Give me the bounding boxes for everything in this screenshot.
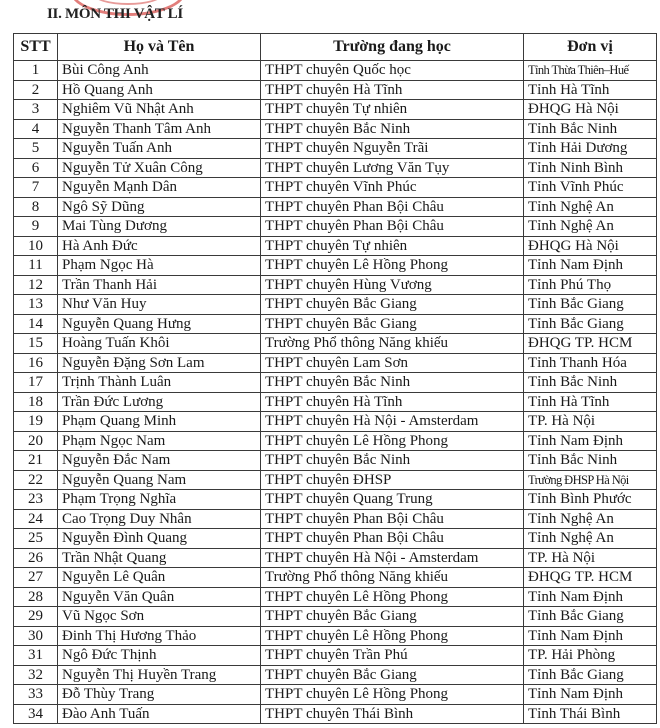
stt-cell: 16 — [14, 353, 58, 373]
table-row — [14, 353, 657, 373]
unit-cell: Tỉnh Nam Định — [524, 587, 657, 607]
name-cell: Phạm Ngọc Nam — [58, 431, 261, 451]
table-row — [14, 80, 657, 100]
stt-cell: 18 — [14, 392, 58, 412]
stt-cell: 30 — [14, 626, 58, 646]
table-row — [14, 197, 657, 217]
table-row — [14, 626, 657, 646]
name-cell: Ngô Đức Thịnh — [58, 646, 261, 666]
name-cell: Đinh Thị Hương Thảo — [58, 626, 261, 646]
school-cell: THPT chuyên Lê Hồng Phong — [261, 587, 524, 607]
unit-cell: Tỉnh Nghệ An — [524, 217, 657, 237]
stt-cell: 5 — [14, 139, 58, 159]
section-title: II. MÔN THI VẬT LÍ — [47, 6, 183, 22]
table-row — [14, 470, 657, 490]
table-row — [14, 529, 657, 549]
table-row — [14, 607, 657, 627]
header-name: Họ và Tên — [58, 34, 261, 61]
stt-cell: 8 — [14, 197, 58, 217]
name-cell: Như Văn Huy — [58, 295, 261, 315]
table-row — [14, 665, 657, 685]
unit-cell: ĐHQG TP. HCM — [524, 568, 657, 588]
unit-cell: ĐHQG Hà Nội — [524, 236, 657, 256]
school-cell: THPT chuyên Bắc Giang — [261, 295, 524, 315]
unit-cell: Tỉnh Bắc Giang — [524, 607, 657, 627]
unit-cell: Tỉnh Thanh Hóa — [524, 353, 657, 373]
school-cell: THPT chuyên Phan Bội Châu — [261, 529, 524, 549]
name-cell: Cao Trọng Duy Nhân — [58, 509, 261, 529]
school-cell: THPT chuyên Hà Tĩnh — [261, 80, 524, 100]
stt-cell: 21 — [14, 451, 58, 471]
school-cell: Trường Phổ thông Năng khiếu — [261, 334, 524, 354]
header-school: Trường đang học — [261, 34, 524, 61]
name-cell: Nguyễn Tuấn Anh — [58, 139, 261, 159]
school-cell: THPT chuyên Tự nhiên — [261, 100, 524, 120]
name-cell: Mai Tùng Dương — [58, 217, 261, 237]
table-header-row — [14, 34, 657, 61]
table-row — [14, 373, 657, 393]
table-row — [14, 568, 657, 588]
table-row — [14, 100, 657, 120]
table-row — [14, 685, 657, 705]
unit-cell: ĐHQG Hà Nội — [524, 100, 657, 120]
unit-cell: Tỉnh Ninh Bình — [524, 158, 657, 178]
school-cell: THPT chuyên Tự nhiên — [261, 236, 524, 256]
unit-cell: Tỉnh Nghệ An — [524, 197, 657, 217]
table-row — [14, 236, 657, 256]
unit-cell: ĐHQG TP. HCM — [524, 334, 657, 354]
name-cell: Nguyễn Quang Nam — [58, 470, 261, 490]
unit-cell: Tỉnh Bắc Giang — [524, 314, 657, 334]
unit-cell: Tỉnh Bình Phước — [524, 490, 657, 510]
school-cell: THPT chuyên Lê Hồng Phong — [261, 256, 524, 276]
stt-cell: 24 — [14, 509, 58, 529]
school-cell: THPT chuyên Lê Hồng Phong — [261, 431, 524, 451]
unit-cell: TP. Hà Nội — [524, 548, 657, 568]
school-cell: THPT chuyên Hùng Vương — [261, 275, 524, 295]
school-cell: THPT chuyên Lê Hồng Phong — [261, 685, 524, 705]
header-unit: Đơn vị — [524, 34, 657, 61]
table-row — [14, 451, 657, 471]
unit-cell: Tỉnh Bắc Ninh — [524, 373, 657, 393]
physics-roster-table — [13, 33, 657, 724]
name-cell: Nguyễn Quang Hưng — [58, 314, 261, 334]
unit-cell: Tỉnh Thái Bình — [524, 704, 657, 724]
stt-cell: 31 — [14, 646, 58, 666]
stt-cell: 6 — [14, 158, 58, 178]
school-cell: THPT chuyên Bắc Giang — [261, 314, 524, 334]
table-row — [14, 158, 657, 178]
name-cell: Hồ Quang Anh — [58, 80, 261, 100]
unit-cell: Trường ĐHSP Hà Nội — [524, 470, 657, 490]
school-cell: THPT chuyên Hà Nội - Amsterdam — [261, 412, 524, 432]
stt-cell: 12 — [14, 275, 58, 295]
unit-cell: Tỉnh Bắc Ninh — [524, 451, 657, 471]
stt-cell: 32 — [14, 665, 58, 685]
table-row — [14, 490, 657, 510]
unit-cell: Tỉnh Nghệ An — [524, 509, 657, 529]
school-cell: THPT chuyên Nguyễn Trãi — [261, 139, 524, 159]
school-cell: THPT chuyên Bắc Ninh — [261, 373, 524, 393]
name-cell: Phạm Trọng Nghĩa — [58, 490, 261, 510]
school-cell: THPT chuyên Lê Hồng Phong — [261, 626, 524, 646]
name-cell: Phạm Quang Minh — [58, 412, 261, 432]
name-cell: Trần Đức Lương — [58, 392, 261, 412]
unit-cell: Tỉnh Nam Định — [524, 685, 657, 705]
table-row — [14, 392, 657, 412]
name-cell: Nguyễn Đình Quang — [58, 529, 261, 549]
name-cell: Bùi Công Anh — [58, 61, 261, 81]
name-cell: Trịnh Thành Luân — [58, 373, 261, 393]
stt-cell: 20 — [14, 431, 58, 451]
stt-cell: 9 — [14, 217, 58, 237]
unit-cell: Tỉnh Bắc Ninh — [524, 119, 657, 139]
name-cell: Hoàng Tuấn Khôi — [58, 334, 261, 354]
stt-cell: 1 — [14, 61, 58, 81]
table-row — [14, 139, 657, 159]
school-cell: THPT chuyên Bắc Ninh — [261, 119, 524, 139]
unit-cell: Tỉnh Phú Thọ — [524, 275, 657, 295]
name-cell: Ngô Sỹ Dũng — [58, 197, 261, 217]
school-cell: THPT chuyên Hà Tĩnh — [261, 392, 524, 412]
unit-cell: Tỉnh Hà Tĩnh — [524, 392, 657, 412]
table-row — [14, 509, 657, 529]
stt-cell: 13 — [14, 295, 58, 315]
name-cell: Đào Anh Tuấn — [58, 704, 261, 724]
school-cell: THPT chuyên Quốc học — [261, 61, 524, 81]
school-cell: THPT chuyên Lương Văn Tụy — [261, 158, 524, 178]
header-stt: STT — [14, 34, 58, 61]
table-row — [14, 587, 657, 607]
name-cell: Nguyễn Mạnh Dân — [58, 178, 261, 198]
stt-cell: 7 — [14, 178, 58, 198]
table-row — [14, 61, 657, 81]
name-cell: Vũ Ngọc Sơn — [58, 607, 261, 627]
stt-cell: 22 — [14, 470, 58, 490]
table-row — [14, 119, 657, 139]
stt-cell: 25 — [14, 529, 58, 549]
stt-cell: 23 — [14, 490, 58, 510]
school-cell: THPT chuyên Thái Bình — [261, 704, 524, 724]
stt-cell: 10 — [14, 236, 58, 256]
unit-cell: TP. Hải Phòng — [524, 646, 657, 666]
stt-cell: 2 — [14, 80, 58, 100]
name-cell: Phạm Ngọc Hà — [58, 256, 261, 276]
unit-cell: Tỉnh Vĩnh Phúc — [524, 178, 657, 198]
stt-cell: 17 — [14, 373, 58, 393]
table-row — [14, 548, 657, 568]
unit-cell: Tỉnh Hải Dương — [524, 139, 657, 159]
unit-cell: Tỉnh Nam Định — [524, 431, 657, 451]
table-row — [14, 217, 657, 237]
table-row — [14, 431, 657, 451]
table-body — [14, 61, 657, 724]
school-cell: THPT chuyên Bắc Ninh — [261, 451, 524, 471]
school-cell: THPT chuyên Bắc Giang — [261, 665, 524, 685]
stt-cell: 19 — [14, 412, 58, 432]
name-cell: Nghiêm Vũ Nhật Anh — [58, 100, 261, 120]
name-cell: Nguyễn Đặng Sơn Lam — [58, 353, 261, 373]
unit-cell: Tỉnh Thừa Thiên–Huế — [524, 61, 657, 81]
stt-cell: 3 — [14, 100, 58, 120]
school-cell: THPT chuyên Lam Sơn — [261, 353, 524, 373]
stt-cell: 34 — [14, 704, 58, 724]
table-row — [14, 412, 657, 432]
stt-cell: 14 — [14, 314, 58, 334]
school-cell: THPT chuyên Phan Bội Châu — [261, 217, 524, 237]
school-cell: THPT chuyên Phan Bội Châu — [261, 509, 524, 529]
stt-cell: 11 — [14, 256, 58, 276]
school-cell: THPT chuyên Vĩnh Phúc — [261, 178, 524, 198]
name-cell: Nguyễn Thị Huyền Trang — [58, 665, 261, 685]
table-row — [14, 178, 657, 198]
school-cell: THPT chuyên ĐHSP — [261, 470, 524, 490]
table-row — [14, 314, 657, 334]
name-cell: Nguyễn Lê Quân — [58, 568, 261, 588]
name-cell: Nguyễn Đắc Nam — [58, 451, 261, 471]
stt-cell: 28 — [14, 587, 58, 607]
name-cell: Nguyễn Tử Xuân Công — [58, 158, 261, 178]
unit-cell: Tỉnh Nam Định — [524, 626, 657, 646]
name-cell: Nguyễn Văn Quân — [58, 587, 261, 607]
unit-cell: Tỉnh Nam Định — [524, 256, 657, 276]
table-row — [14, 295, 657, 315]
unit-cell: Tỉnh Bắc Giang — [524, 295, 657, 315]
unit-cell: Tỉnh Hà Tĩnh — [524, 80, 657, 100]
name-cell: Hà Anh Đức — [58, 236, 261, 256]
unit-cell: Tỉnh Bắc Giang — [524, 665, 657, 685]
school-cell: THPT chuyên Quang Trung — [261, 490, 524, 510]
school-cell: Trường Phổ thông Năng khiếu — [261, 568, 524, 588]
school-cell: THPT chuyên Bắc Giang — [261, 607, 524, 627]
stt-cell: 15 — [14, 334, 58, 354]
table-row — [14, 646, 657, 666]
table-row — [14, 704, 657, 724]
stt-cell: 4 — [14, 119, 58, 139]
name-cell: Trần Thanh Hải — [58, 275, 261, 295]
name-cell: Trần Nhật Quang — [58, 548, 261, 568]
table-row — [14, 256, 657, 276]
unit-cell: TP. Hà Nội — [524, 412, 657, 432]
stt-cell: 27 — [14, 568, 58, 588]
unit-cell: Tỉnh Nghệ An — [524, 529, 657, 549]
school-cell: THPT chuyên Hà Nội - Amsterdam — [261, 548, 524, 568]
stt-cell: 33 — [14, 685, 58, 705]
name-cell: Nguyễn Thanh Tâm Anh — [58, 119, 261, 139]
stt-cell: 29 — [14, 607, 58, 627]
name-cell: Đỗ Thùy Trang — [58, 685, 261, 705]
school-cell: THPT chuyên Phan Bội Châu — [261, 197, 524, 217]
school-cell: THPT chuyên Trần Phú — [261, 646, 524, 666]
table-row — [14, 275, 657, 295]
table-row — [14, 334, 657, 354]
stt-cell: 26 — [14, 548, 58, 568]
